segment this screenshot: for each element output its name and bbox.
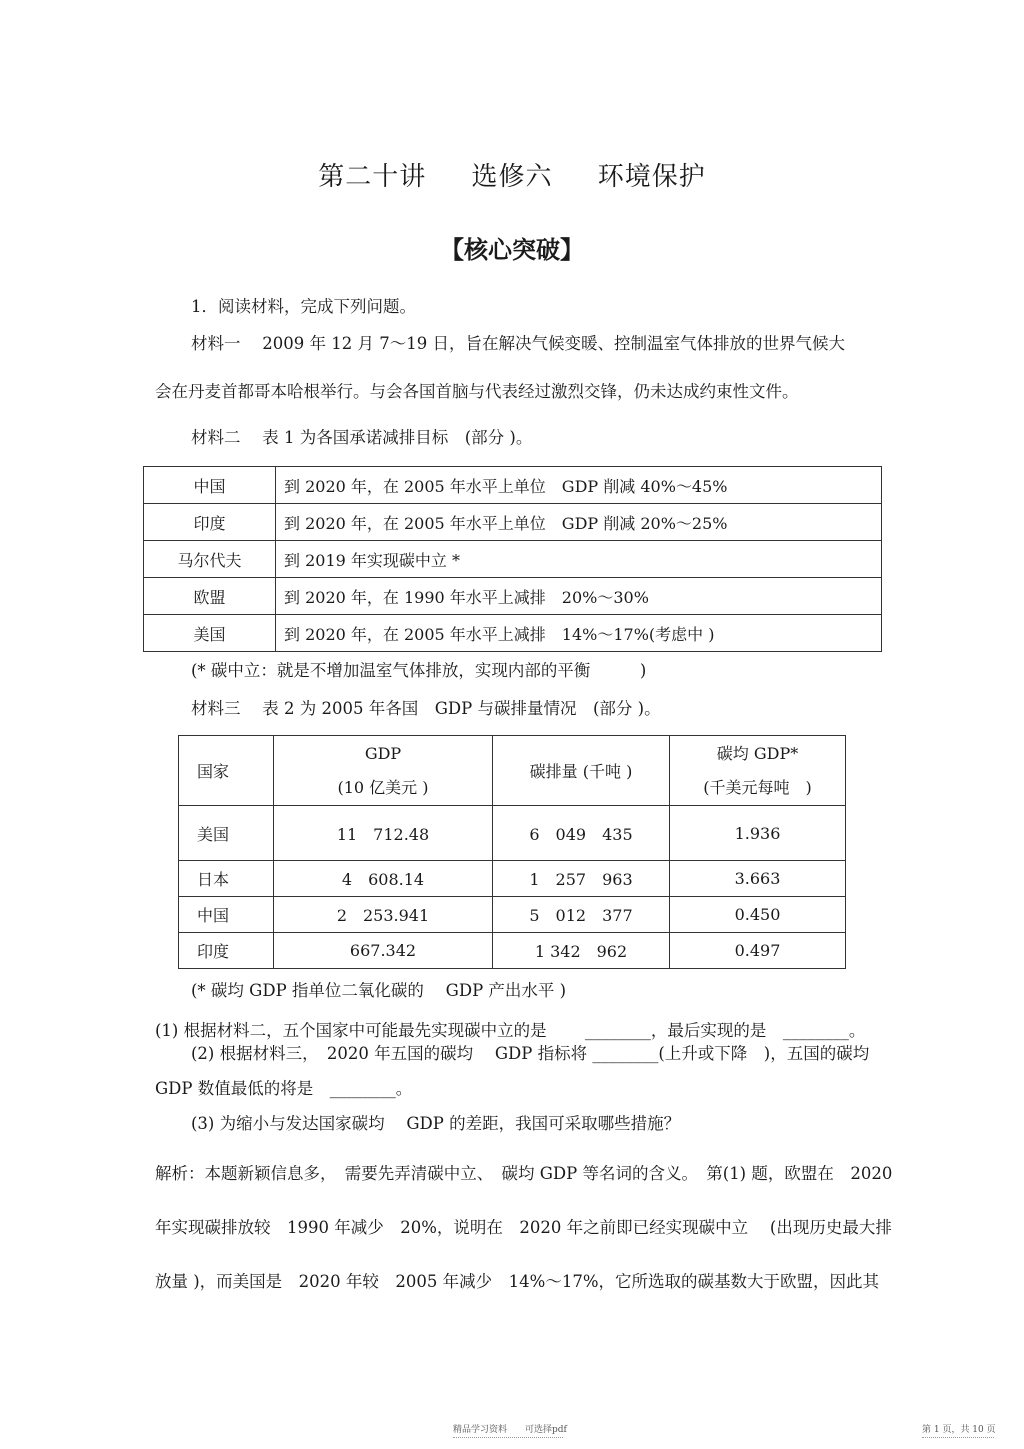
- page-title: [0, 156, 1024, 193]
- analysis-line1: 解析：本题新颖信息多， 需要先弄清碳中立、 碳均 GDP 等名词的含义。 第(1) 题，欧盟在 2020: [155, 1164, 893, 1183]
- header-carbon-gdp-line2: (千美元每吨 ): [703, 777, 812, 797]
- question-1: (1) 根据材料二，五个国家中可能最先实现碳中立的是 ________，最后实现的是 ________。: [155, 1021, 866, 1040]
- header-carbon-gdp: [670, 736, 846, 806]
- table-row: [144, 541, 882, 578]
- footer-dots-right: [922, 1437, 994, 1438]
- cell-country: 日本: [179, 861, 274, 897]
- question-2-line2: GDP 数值最低的将是 ________。: [155, 1079, 413, 1098]
- question-3: (3) 为缩小与发达国家碳均 GDP 的差距，我国可采取哪些措施？: [191, 1114, 681, 1133]
- table-row: [144, 578, 882, 615]
- page-number: 第 1 页，共 10 页: [922, 1425, 996, 1435]
- cell-gdp: 11 712.48: [274, 806, 493, 861]
- header-emission: 碳排量 (千吨 ): [493, 736, 670, 806]
- cell-country: 印度: [179, 933, 274, 969]
- cell-country: 马尔代夫: [144, 541, 276, 578]
- cell-emission: 1 257 963: [493, 861, 670, 897]
- table-header-row: [179, 736, 846, 806]
- footer-watermark: 精品学习资料 可选择pdf: [453, 1425, 567, 1435]
- header-carbon-gdp-line1: 碳均 GDP*: [716, 743, 799, 763]
- table-row: [179, 806, 846, 861]
- table-row: [144, 615, 882, 652]
- footer-dots-left: [453, 1437, 563, 1438]
- table-row: [179, 861, 846, 897]
- table2-note: (* 碳均 GDP 指单位二氧化碳的 GDP 产出水平 ): [191, 981, 567, 1000]
- question-2-line1: (2) 根据材料三， 2020 年五国的碳均 GDP 指标将 ________(上升或下降 )，五国的碳均: [191, 1044, 870, 1063]
- table-gdp-emission: [178, 735, 846, 969]
- material1-line2: 会在丹麦首都哥本哈根举行。与会各国首脑与代表经过激烈交锋，仍未达成约束性文件。: [155, 382, 799, 401]
- cell-target: 到 2020 年，在 2005 年水平上单位 GDP 削减 20%～25%: [276, 504, 882, 541]
- header-gdp-line2: (10 亿美元 ): [337, 777, 429, 797]
- question-intro: 1．阅读材料，完成下列问题。: [191, 297, 416, 316]
- analysis-line3: 放量 )，而美国是 2020 年较 2005 年减少 14%～17%，它所选取的碳基数大于欧盟，因此其: [155, 1272, 880, 1291]
- header-gdp: [274, 736, 493, 806]
- table-row: [144, 467, 882, 504]
- cell-country: 美国: [144, 615, 276, 652]
- cell-carbon-gdp: 1.936: [670, 806, 846, 861]
- cell-country: 中国: [179, 897, 274, 933]
- cell-country: 欧盟: [144, 578, 276, 615]
- cell-country: 印度: [144, 504, 276, 541]
- cell-gdp: 2 253.941: [274, 897, 493, 933]
- table-row: [179, 897, 846, 933]
- title-part-3: 环境保护: [597, 162, 706, 192]
- cell-target: 到 2019 年实现碳中立 *: [276, 541, 882, 578]
- table-emission-targets: [143, 466, 882, 652]
- cell-gdp: 4 608.14: [274, 861, 493, 897]
- cell-country: 中国: [144, 467, 276, 504]
- material3-intro: 材料三 表 2 为 2005 年各国 GDP 与碳排量情况 (部分 )。: [191, 699, 661, 718]
- cell-emission: 6 049 435: [493, 806, 670, 861]
- table-row: [179, 933, 846, 969]
- cell-target: 到 2020 年，在 1990 年水平上减排 20%～30%: [276, 578, 882, 615]
- cell-carbon-gdp: 0.497: [670, 933, 846, 969]
- section-heading: 【核心突破】: [440, 235, 584, 264]
- table-row: [144, 504, 882, 541]
- cell-country: 美国: [179, 806, 274, 861]
- cell-carbon-gdp: 3.663: [670, 861, 846, 897]
- cell-target: 到 2020 年，在 2005 年水平上单位 GDP 削减 40%～45%: [276, 467, 882, 504]
- cell-emission: 1 342 962: [493, 933, 670, 969]
- material1-line1: 材料一 2009 年 12 月 7～19 日，旨在解决气候变暖、控制温室气体排放的世界气候大: [191, 334, 845, 353]
- title-part-1: 第二十讲: [318, 162, 427, 192]
- cell-emission: 5 012 377: [493, 897, 670, 933]
- table1-note: (* 碳中立：就是不增加温室气体排放，实现内部的平衡 ): [191, 661, 647, 680]
- material2-intro: 材料二 表 1 为各国承诺减排目标 (部分 )。: [191, 428, 533, 447]
- title-part-2: 选修六: [471, 162, 553, 192]
- analysis-line2: 年实现碳排放较 1990 年减少 20%，说明在 2020 年之前即已经实现碳中立 (出现历史最大排: [155, 1218, 892, 1237]
- cell-target: 到 2020 年，在 2005 年水平上减排 14%～17%(考虑中 ): [276, 615, 882, 652]
- cell-gdp: 667.342: [274, 933, 493, 969]
- cell-carbon-gdp: 0.450: [670, 897, 846, 933]
- header-country: 国家: [179, 736, 274, 806]
- header-gdp-line1: GDP: [364, 743, 402, 763]
